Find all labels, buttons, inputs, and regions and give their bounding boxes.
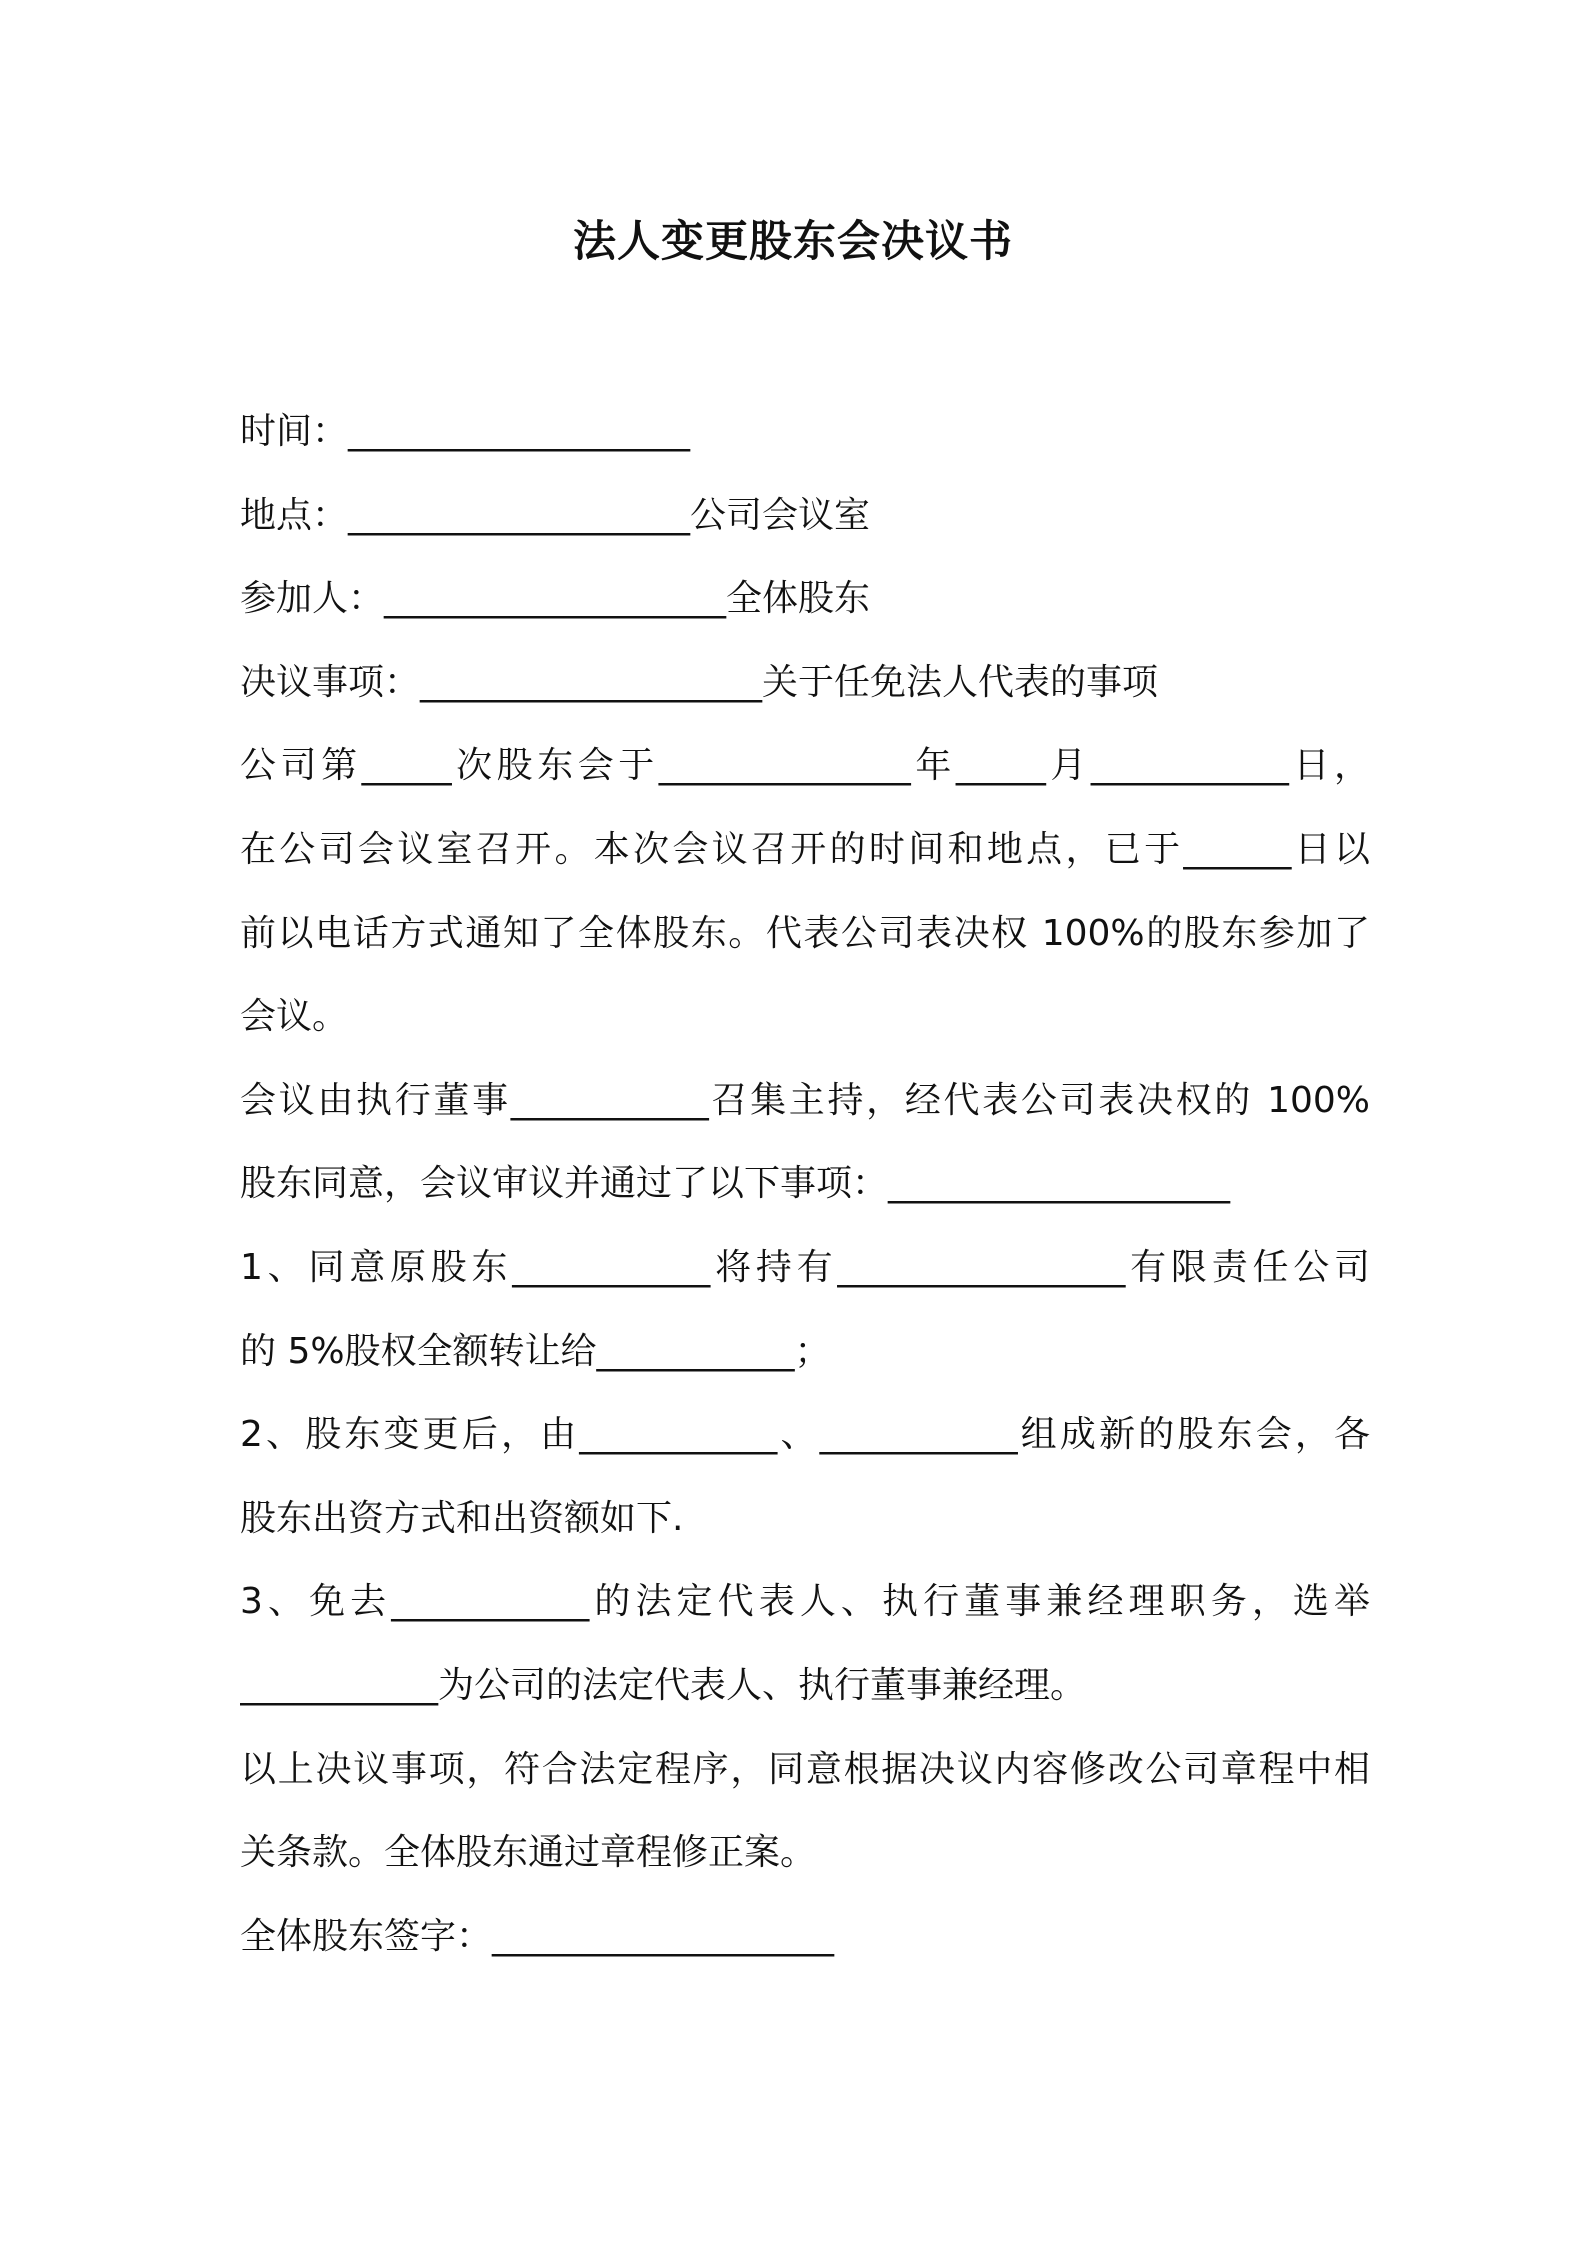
item-1-line-1: 1、同意原股东___________将持有________________有限责任公司 [240,1246,1370,1288]
field-time: 时间：___________________ [240,411,691,452]
paragraph-meeting-line-3: 前以电话方式通知了全体股东。代表公司表决权 100%的股东参加了 [240,912,1370,954]
field-location: 地点：___________________公司会议室 [240,494,871,536]
field-resolution-matter: 决议事项：___________________关于任免法人代表的事项 [240,661,1159,703]
signature-field: 全体股东签字：___________________ [240,1915,835,1957]
conclusion-line-1: 以上决议事项，符合法定程序，同意根据决议内容修改公司章程中相 [240,1748,1370,1790]
paragraph-meeting-line-2: 在公司会议室召开。本次会议召开的时间和地点，已于______日以 [240,828,1370,870]
item-2-line-2: 股东出资方式和出资额如下. [240,1497,684,1539]
paragraph-chair-line-2: 股东同意，会议审议并通过了以下事项：___________________ [240,1163,1231,1205]
document-body [240,404,1370,1992]
field-participants: 参加人：___________________全体股东 [240,578,871,620]
item-3-line-1: 3、免去___________的法定代表人、执行董事兼经理职务，选举 [240,1581,1370,1623]
conclusion-line-2: 关条款。全体股东通过章程修正案。 [240,1832,817,1874]
item-2-line-1: 2、股东变更后，由___________、___________组成新的股东会，各 [240,1414,1370,1456]
paragraph-meeting-line-1: 公司第_____次股东会于______________年_____月___________日， [240,745,1370,787]
paragraph-chair-line-1: 会议由执行董事___________召集主持，经代表公司表决权的 100% [240,1079,1370,1121]
item-3-line-2: ___________为公司的法定代表人、执行董事兼经理。 [240,1664,1087,1706]
paragraph-meeting-line-4: 会议。 [240,996,349,1038]
document-title: 法人变更股东会决议书 [573,217,1013,267]
item-1-line-2: 的 5%股权全额转让给___________； [240,1330,831,1372]
